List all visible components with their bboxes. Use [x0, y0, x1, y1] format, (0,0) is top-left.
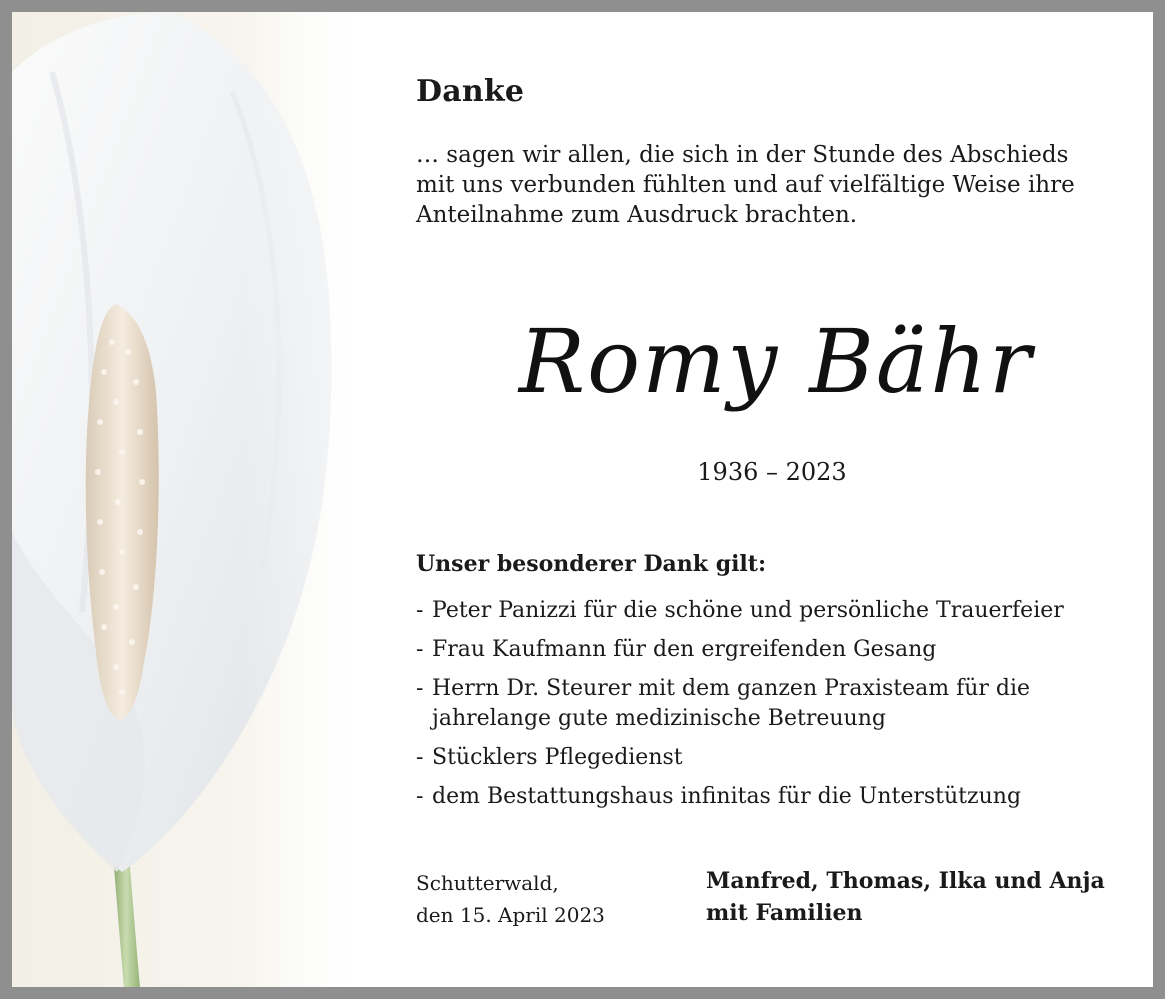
list-item	[416, 743, 1136, 773]
list-item-text: dem Bestattungshaus infinitas für die Unterstützung	[432, 784, 1022, 809]
peace-lily-photo	[12, 12, 352, 987]
list-item-text: Stücklers Pflegedienst	[432, 745, 683, 770]
thanks-heading: Unser besonderer Dank gilt:	[416, 551, 767, 577]
list-item	[416, 596, 1136, 626]
list-item-text: Herrn Dr. Steurer mit dem ganzen Praxisteam für die jahrelange gute medizinische Betreuung	[432, 676, 1031, 731]
family-signature	[706, 865, 1105, 929]
family-names: Manfred, Thomas, Ilka und Anja	[706, 868, 1105, 894]
list-marker: -	[416, 598, 424, 623]
intro-line: … sagen wir allen, die sich in der Stunde des Abschieds	[416, 142, 1069, 168]
headline: Danke	[416, 74, 525, 109]
notice-content	[416, 12, 1136, 987]
thanks-list	[416, 596, 1136, 821]
place-line: Schutterwald,	[416, 871, 559, 895]
list-marker: -	[416, 637, 424, 662]
list-marker: -	[416, 784, 424, 809]
list-item-text: Frau Kaufmann für den ergreifenden Gesang	[432, 637, 937, 662]
deceased-name-script: Romy Bähr	[518, 310, 1034, 413]
list-marker: -	[416, 745, 424, 770]
list-item	[416, 635, 1136, 665]
intro-text	[416, 140, 1116, 230]
list-item	[416, 674, 1136, 734]
intro-line: Anteilnahme zum Ausdruck brachten.	[416, 202, 858, 228]
life-years: 1936 – 2023	[697, 458, 847, 486]
deceased-name	[416, 284, 1136, 454]
family-suffix: mit Familien	[706, 900, 863, 926]
list-marker: -	[416, 676, 424, 701]
list-item	[416, 782, 1136, 812]
list-item-text: Peter Panizzi für die schöne und persönliche Trauerfeier	[432, 598, 1064, 623]
obituary-card	[12, 12, 1153, 987]
intro-line: mit uns verbunden fühlten und auf vielfältige Weise ihre	[416, 172, 1075, 198]
place-and-date	[416, 867, 605, 931]
date-line: den 15. April 2023	[416, 903, 605, 927]
